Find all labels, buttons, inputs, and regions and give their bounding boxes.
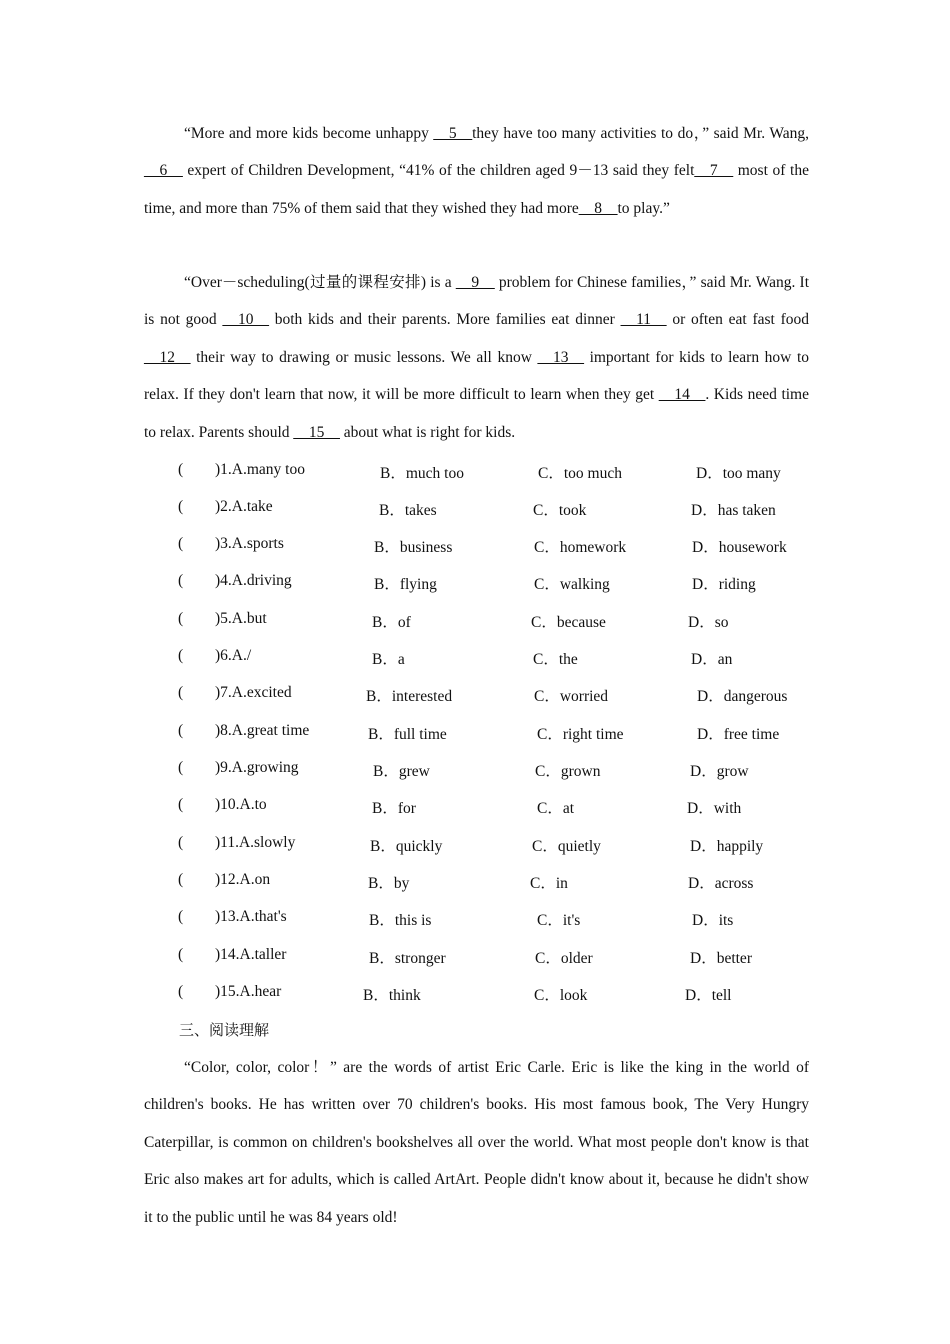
question-stem: )5.A.but bbox=[215, 610, 267, 627]
option-c: C．right time bbox=[537, 726, 624, 743]
question-row-7 bbox=[0, 684, 950, 708]
blank-12: __12__ bbox=[144, 348, 191, 366]
blank-11: __11__ bbox=[620, 311, 667, 329]
option-d: D．with bbox=[687, 800, 742, 817]
option-c: C．homework bbox=[534, 539, 627, 556]
question-stem: )8.A.great time bbox=[215, 722, 310, 739]
option-d: D．better bbox=[690, 950, 752, 967]
option-d: D．housework bbox=[692, 539, 787, 556]
option-b: B．quickly bbox=[370, 838, 443, 855]
option-d: D．free time bbox=[697, 726, 780, 743]
text-run: expert of Children Development, “41% of the children aged 9－13 said they felt bbox=[182, 162, 695, 180]
option-c: C．at bbox=[537, 800, 575, 817]
question-row-5 bbox=[0, 610, 950, 634]
option-c: C．look bbox=[534, 987, 588, 1004]
answer-paren[interactable]: ( bbox=[178, 871, 184, 888]
option-c: C．it's bbox=[537, 912, 581, 929]
option-b: B．by bbox=[368, 875, 410, 892]
option-b: B．takes bbox=[379, 502, 437, 519]
option-b: B．a bbox=[372, 651, 405, 668]
option-d: D．too many bbox=[696, 465, 781, 482]
option-c: C．the bbox=[533, 651, 578, 668]
answer-paren[interactable]: ( bbox=[178, 647, 184, 664]
question-row-10 bbox=[0, 796, 950, 820]
option-c: C．quietly bbox=[532, 838, 601, 855]
option-c: C．because bbox=[531, 614, 606, 631]
option-d: D．its bbox=[692, 912, 734, 929]
cloze-paragraph-1 bbox=[144, 115, 809, 227]
option-b: B．think bbox=[363, 987, 421, 1004]
text-run: most of the time, and more than 75% of them said that they wished they had more bbox=[144, 162, 809, 217]
answer-paren[interactable]: ( bbox=[178, 572, 184, 589]
option-b: B．business bbox=[374, 539, 453, 556]
question-stem: )11.A.slowly bbox=[215, 834, 296, 851]
option-c: C．too much bbox=[538, 465, 622, 482]
text-run: they have too many activities to do，” said Mr. Wang, bbox=[472, 125, 810, 142]
question-row-13 bbox=[0, 908, 950, 932]
question-stem: )1.A.many too bbox=[215, 461, 305, 478]
option-d: D．riding bbox=[692, 576, 756, 593]
text-run: or often eat fast food bbox=[666, 311, 809, 329]
option-c: C．worried bbox=[534, 688, 609, 705]
question-row-4 bbox=[0, 572, 950, 596]
question-row-11 bbox=[0, 834, 950, 858]
option-b: B．flying bbox=[374, 576, 437, 593]
question-row-3 bbox=[0, 535, 950, 559]
option-c: C．walking bbox=[534, 576, 610, 593]
option-c: C．in bbox=[530, 875, 568, 892]
cloze-paragraph-2 bbox=[144, 264, 809, 451]
question-stem: )9.A.growing bbox=[215, 759, 299, 776]
question-row-1 bbox=[0, 461, 950, 485]
question-stem: )7.A.excited bbox=[215, 684, 292, 701]
option-b: B．full time bbox=[368, 726, 447, 743]
answer-paren[interactable]: ( bbox=[178, 535, 184, 552]
text-run: both kids and their parents. More families eat dinner bbox=[268, 311, 621, 329]
blank-14: __14__ bbox=[658, 386, 706, 404]
question-stem: )10.A.to bbox=[215, 796, 267, 813]
blank-6: __6__ bbox=[144, 162, 183, 180]
question-stem: )3.A.sports bbox=[215, 535, 284, 552]
question-row-2 bbox=[0, 498, 950, 522]
option-d: D．tell bbox=[685, 987, 732, 1004]
text-run: “More and more kids become unhappy bbox=[184, 125, 434, 142]
option-c: C．took bbox=[533, 502, 587, 519]
option-d: D．an bbox=[691, 651, 733, 668]
blank-13: __13__ bbox=[537, 348, 584, 366]
option-b: B．of bbox=[372, 614, 411, 631]
option-b: B．this is bbox=[369, 912, 432, 929]
answer-paren[interactable]: ( bbox=[178, 796, 184, 813]
question-stem: )6.A./ bbox=[215, 647, 252, 664]
text-run: problem for Chinese families，” said Mr. Wang. It is not good bbox=[144, 274, 810, 329]
option-d: D．happily bbox=[690, 838, 764, 855]
blank-5: __5__ bbox=[433, 125, 473, 142]
text-run: . Kids need time to relax. Parents should bbox=[144, 386, 809, 441]
answer-paren[interactable]: ( bbox=[178, 983, 184, 1000]
option-d: D．has taken bbox=[691, 502, 776, 519]
question-stem: )15.A.hear bbox=[215, 983, 282, 1000]
answer-paren[interactable]: ( bbox=[178, 759, 184, 776]
blank-15: __15__ bbox=[293, 423, 340, 441]
answer-paren[interactable]: ( bbox=[178, 610, 184, 627]
option-b: B．stronger bbox=[369, 950, 446, 967]
text-run: their way to drawing or music lessons. We all know bbox=[190, 348, 538, 366]
answer-paren[interactable]: ( bbox=[178, 946, 184, 963]
question-row-6 bbox=[0, 647, 950, 671]
option-b: B．for bbox=[372, 800, 416, 817]
question-row-15 bbox=[0, 983, 950, 1007]
reading-paragraph-1: “Color, color, color！” are the words of artist Eric Carle. Eric is like the king in the world of children's books. He has written over 70 children's books. His most famous book, The Very Hungry Caterpillar, is common on children's bookshelves all over the world. What most people don't know is that Eric also makes art for adults, which is called ArtArt. People didn't know about it, because he didn't show it to the public until he was 84 years old! bbox=[144, 1059, 809, 1226]
answer-paren[interactable]: ( bbox=[178, 684, 184, 701]
option-b: B．interested bbox=[366, 688, 453, 705]
question-row-8 bbox=[0, 722, 950, 746]
option-d: D．grow bbox=[690, 763, 749, 780]
blank-7: __7__ bbox=[694, 162, 734, 180]
question-row-14 bbox=[0, 946, 950, 970]
option-d: D．dangerous bbox=[697, 688, 788, 705]
blank-8: __8__ bbox=[578, 199, 618, 217]
question-stem: )14.A.taller bbox=[215, 946, 287, 963]
question-stem: )13.A.that's bbox=[215, 908, 287, 925]
text-run: about what is right for kids. bbox=[339, 423, 516, 441]
text-run: important for kids to learn how to relax. If they don't learn that now, it will be more difficult to learn when they get bbox=[144, 348, 810, 404]
text-run: to play.” bbox=[617, 199, 670, 217]
blank-9: __9__ bbox=[455, 274, 495, 291]
question-row-12 bbox=[0, 871, 950, 895]
answer-paren[interactable]: ( bbox=[178, 498, 184, 515]
answer-paren[interactable]: ( bbox=[178, 908, 184, 925]
question-stem: )4.A.driving bbox=[215, 572, 292, 589]
question-row-9 bbox=[0, 759, 950, 783]
answer-paren[interactable]: ( bbox=[178, 722, 184, 739]
answer-paren[interactable]: ( bbox=[178, 461, 184, 478]
option-b: B．grew bbox=[373, 763, 430, 780]
option-d: D．so bbox=[688, 614, 729, 631]
blank-10: __10__ bbox=[222, 311, 269, 329]
answer-paren[interactable]: ( bbox=[178, 834, 184, 851]
text-run: “Over－scheduling(过量的课程安排) is a bbox=[184, 274, 456, 291]
option-d: D．across bbox=[688, 875, 754, 892]
question-stem: )2.A.take bbox=[215, 498, 273, 515]
section-heading: 三、阅读理解 bbox=[179, 1021, 270, 1039]
question-stem: )12.A.on bbox=[215, 871, 271, 888]
option-b: B．much too bbox=[380, 465, 464, 482]
option-c: C．older bbox=[535, 950, 593, 967]
option-c: C．grown bbox=[535, 763, 601, 780]
